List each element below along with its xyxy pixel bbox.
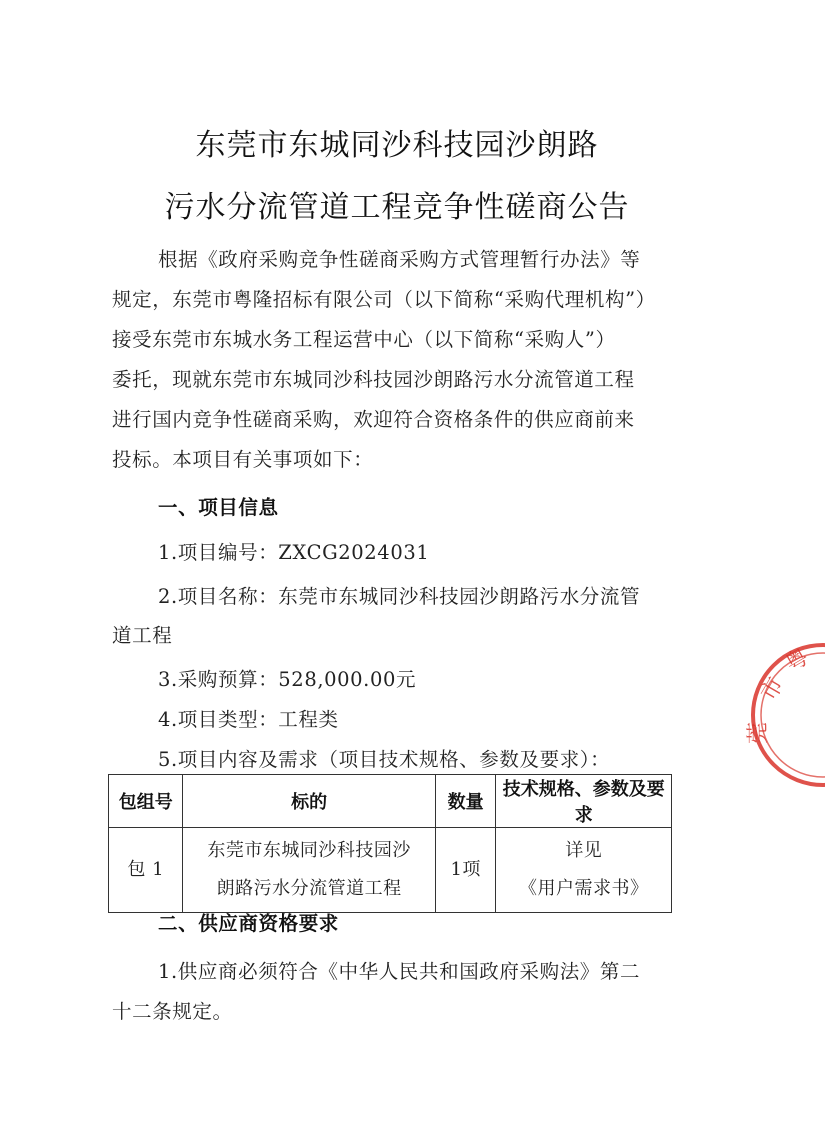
intro-line-6: 投标。本项目有关事项如下： xyxy=(112,448,374,471)
qualification-line-2: 十二条规定。 xyxy=(112,1000,233,1023)
svg-text:市: 市 xyxy=(756,673,790,705)
project-name-line-2: 道工程 xyxy=(112,624,173,647)
intro-line-3: 接受东莞市东城水务工程运营中心（以下简称“采购人”） xyxy=(112,328,616,351)
document-title-line-2: 污水分流管道工程竞争性磋商公告 xyxy=(164,190,630,225)
project-name-line-1: 2.项目名称：东莞市东城同沙科技园沙朗路污水分流管 xyxy=(158,585,641,608)
svg-text:莞: 莞 xyxy=(746,721,771,744)
section-2-heading: 二、供应商资格要求 xyxy=(158,912,339,935)
qualification-line-1: 1.供应商必须符合《中华人民共和国政府采购法》第二 xyxy=(158,960,641,983)
project-budget: 3.采购预算：528,000.00元 xyxy=(158,668,417,691)
svg-text:粤: 粤 xyxy=(781,644,814,678)
cell-quantity: 1项 xyxy=(435,828,496,913)
intro-line-4: 委托，现就东莞市东城同沙科技园沙朗路污水分流管道工程 xyxy=(112,368,635,391)
table-row xyxy=(109,828,672,913)
cell-spec-line-2: 《用户需求书》 xyxy=(518,878,649,899)
table-header-row xyxy=(109,775,672,828)
intro-line-1: 根据《政府采购竞争性磋商采购方式管理暂行办法》等 xyxy=(158,248,641,271)
header-package-number: 包组号 xyxy=(109,775,183,828)
section-1-heading: 一、项目信息 xyxy=(158,496,279,519)
document-title-line-1: 东莞市东城同沙科技园沙朗路 xyxy=(195,128,599,163)
cell-specifications xyxy=(496,828,672,913)
header-quantity: 数量 xyxy=(435,775,496,828)
cell-subject-line-1: 东莞市东城同沙科技园沙 xyxy=(207,840,411,861)
cell-subject-line-2: 朗路污水分流管道工程 xyxy=(216,878,402,899)
intro-line-5: 进行国内竞争性磋商采购，欢迎符合资格条件的供应商前来 xyxy=(112,408,635,431)
project-requirements-intro: 5.项目内容及需求（项目技术规格、参数及要求）： xyxy=(158,748,611,771)
intro-line-2: 规定，东莞市粤隆招标有限公司（以下简称“采购代理机构”） xyxy=(112,288,656,311)
project-number: 1.项目编号：ZXCG2024031 xyxy=(158,541,430,564)
package-table xyxy=(108,774,672,913)
cell-spec-line-1: 详见 xyxy=(565,840,603,861)
cell-package-number: 包 1 xyxy=(109,828,183,913)
project-type: 4.项目类型：工程类 xyxy=(158,708,339,731)
cell-subject xyxy=(183,828,436,913)
company-seal-stamp xyxy=(745,640,825,790)
header-specifications: 技术规格、参数及要求 xyxy=(496,775,672,828)
header-subject: 标的 xyxy=(183,775,436,828)
